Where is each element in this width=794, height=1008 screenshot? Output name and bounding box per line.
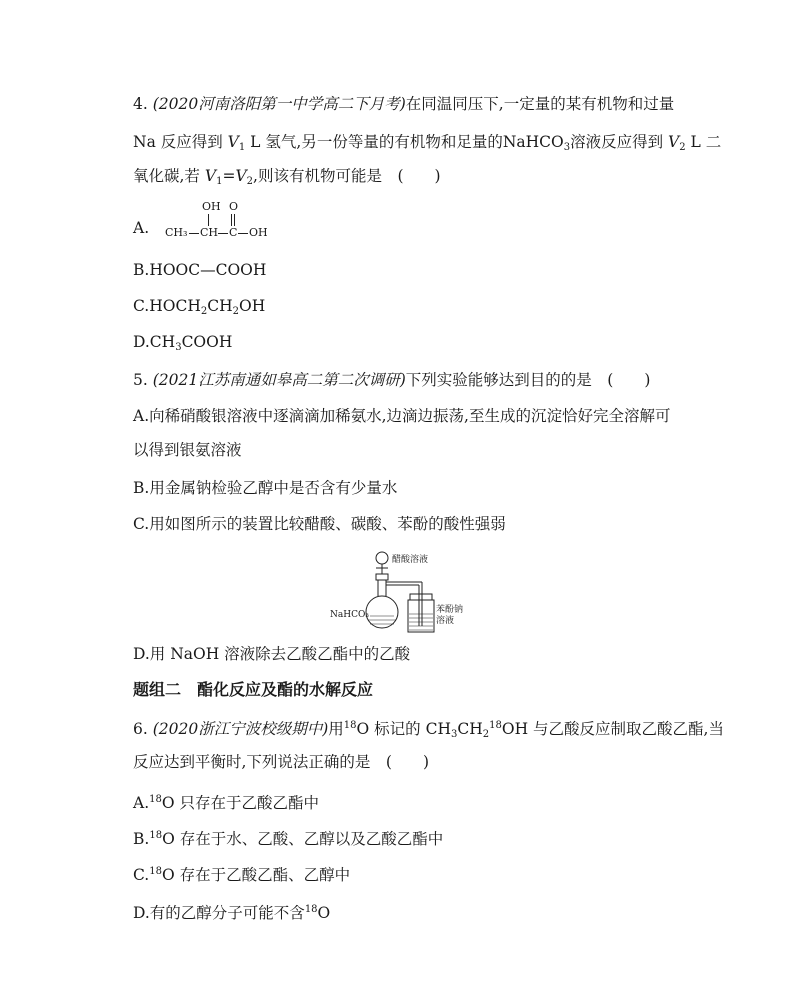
q6-option-b	[133, 826, 443, 849]
q5-option-c: C.用如图所示的装置比较醋酸、碳酸、苯酚的酸性强弱	[133, 515, 506, 533]
q4-v1: V	[227, 133, 239, 151]
bottle-label-1: 苯酚钠	[436, 605, 464, 615]
q4-option-d	[133, 332, 232, 358]
q4-optc-sub2: 2	[232, 306, 239, 317]
q6-number: 6.	[133, 720, 148, 738]
q4-l3-v2: V	[235, 167, 247, 185]
q4-optc-sub1: 2	[200, 306, 208, 317]
q4-optc-pre: C.HOCH	[133, 297, 201, 315]
q6-sub2: 2	[482, 729, 490, 740]
section-heading: 题组二 酯化反应及酯的水解反应	[133, 680, 374, 699]
q6-line1	[133, 716, 724, 745]
o-top: O	[229, 200, 239, 213]
bond-c-oh	[238, 233, 248, 234]
q6-line1-mid2: CH	[457, 720, 483, 738]
q6-line1-end: OH 与乙酸反应制取乙酸乙酯,当	[501, 720, 724, 738]
flask-label: NaHCO₃	[330, 610, 369, 620]
q4-v2-sub: 2	[679, 142, 686, 153]
bond-ch-oh	[208, 214, 209, 226]
bond-c-o-2	[234, 214, 235, 226]
c-group: C	[229, 226, 238, 239]
q4-line1	[133, 94, 674, 114]
q6-optd-pre: D.有的乙醇分子可能不含	[133, 904, 305, 922]
q6-line1-mid: O 标记的 CH	[356, 720, 451, 738]
q4-option-a-label: A.	[133, 219, 150, 237]
ch-group: CH	[200, 226, 219, 239]
q6-optc-pre: C.	[133, 866, 150, 884]
q4-number: 4.	[133, 95, 148, 113]
q5-text1: 下列实验能够达到目的的是 ( )	[405, 371, 651, 389]
q6-sub1: 3	[450, 729, 458, 740]
q6-optb-pre: B.	[133, 830, 150, 848]
q6-option-c	[133, 862, 350, 885]
q5-option-d: D.用 NaOH 溶液除去乙酸乙酯中的乙酸	[133, 645, 411, 663]
q6-source: (2020浙江宁波校级期中)	[152, 720, 329, 738]
ch3-group: CH₃	[165, 226, 188, 239]
funnel-label: 醋酸溶液	[392, 555, 429, 565]
q4-source: (2020河南洛阳第一中学高二下月考)	[152, 95, 406, 113]
q5-option-b: B.用金属钠检验乙醇中是否含有少量水	[133, 479, 398, 497]
q5-option-a-line2: 以得到银氨溶液	[133, 441, 242, 459]
q4-line3-pre: 氧化碳,若	[133, 167, 205, 185]
q6-line2: 反应达到平衡时,下列说法正确的是 ( )	[133, 753, 430, 771]
q4-l3-eq: =	[222, 167, 236, 185]
q6-optc-sup: 18	[149, 866, 162, 877]
q6-optb-sup: 18	[149, 830, 163, 841]
q4-line2-pre: Na 反应得到	[133, 133, 223, 151]
q6-opta-pre: A.	[133, 794, 150, 812]
q6-optb-end: O 存在于水、乙酸、乙醇以及乙酸乙酯中	[162, 830, 444, 848]
q6-option-d	[133, 900, 330, 923]
q6-sup1: 18	[343, 720, 357, 731]
q4-option-b: B.HOOC—COOH	[133, 261, 267, 279]
q4-sub3: 3	[563, 142, 571, 153]
oh-group: OH	[249, 226, 268, 239]
q6-sup2: 18	[489, 720, 502, 731]
bond-ch-c	[218, 233, 228, 234]
q5-number: 5.	[133, 371, 148, 389]
experiment-apparatus	[330, 548, 470, 638]
bond-ch3-ch	[189, 233, 199, 234]
q4-l3-v2-sub: 2	[246, 176, 254, 187]
q4-optd-end: COOH	[181, 333, 233, 351]
q4-option-c	[133, 296, 265, 322]
q4-line2-end: L 二	[685, 133, 722, 151]
q4-v1-sub: 1	[238, 142, 246, 153]
q5-option-a-line1: A.向稀硝酸银溶液中逐滴滴加稀氨水,边滴边振荡,至生成的沉淀恰好完全溶解可	[133, 407, 671, 425]
q4-line2	[133, 132, 721, 158]
q4-line2-mid: L 氢气,另一份等量的有机物和足量的NaHCO	[245, 133, 564, 151]
q5-line1	[133, 370, 650, 390]
oh-top: OH	[202, 200, 221, 213]
bottle-label-2: 溶液	[436, 616, 455, 626]
q4-line3	[133, 166, 441, 192]
q4-line3-end: ,则该有机物可能是 ( )	[253, 167, 441, 185]
q6-line1-pre: 用	[328, 720, 344, 738]
q4-line2-mid2: 溶液反应得到	[570, 133, 664, 151]
q6-optc-end: O 存在于乙酸乙酯、乙醇中	[161, 866, 351, 884]
q6-opta-end: O 只存在于乙酸乙酯中	[161, 794, 319, 812]
q6-opta-sup: 18	[149, 794, 162, 805]
q6-optd-sup: 18	[304, 904, 318, 915]
q4-optc-mid: CH	[207, 297, 233, 315]
q4-text1: 在同温同压下,一定量的某有机物和过量	[405, 95, 675, 113]
q4-v2: V	[668, 133, 680, 151]
bond-c-o-1	[231, 214, 232, 226]
q4-optd-pre: D.CH	[133, 333, 176, 351]
q4-optc-end: OH	[238, 297, 266, 315]
q6-optd-end: O	[317, 904, 331, 922]
q4-optd-sub: 3	[175, 342, 182, 353]
q4-option-a-structure	[133, 196, 393, 244]
q5-source: (2021江苏南通如皋高二第二次调研)	[152, 371, 406, 389]
q6-option-a	[133, 790, 319, 813]
q4-l3-v1-sub: 1	[216, 176, 223, 187]
q4-l3-v1: V	[204, 167, 217, 185]
